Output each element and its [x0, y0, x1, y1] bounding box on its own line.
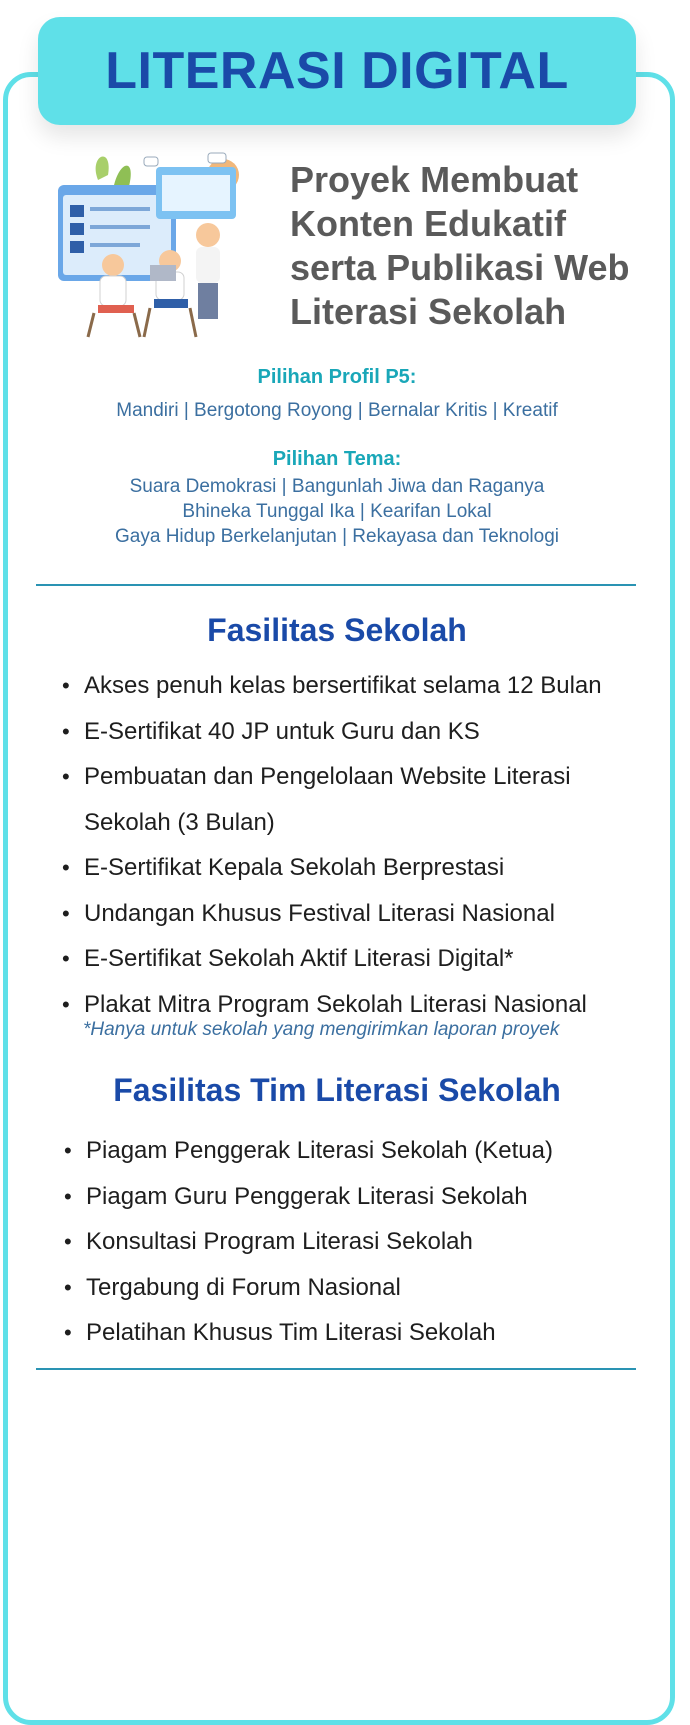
project-title [290, 158, 670, 334]
list-item [62, 891, 652, 937]
list-item [64, 1265, 654, 1311]
bullet-icon: • [62, 991, 70, 1017]
list-item [64, 1128, 654, 1174]
list-item-text: Plakat Mitra Program Sekolah Literasi Nasional [84, 990, 587, 1018]
list-item-text: E-Sertifikat 40 JP untuk Guru dan KS [84, 717, 480, 745]
section-divider [36, 584, 636, 586]
bullet-icon: • [62, 764, 70, 789]
list-item-text: E-Sertifikat Sekolah Aktif Literasi Digital* [84, 945, 514, 972]
list-item [62, 709, 652, 755]
bullet-icon: • [64, 1274, 72, 1300]
tema-section [38, 448, 636, 549]
list-item-text: Piagam Guru Penggerak Literasi Sekolah [86, 1182, 528, 1210]
bullet-icon: • [62, 673, 70, 698]
banner-title: LITERASI DIGITAL [105, 42, 569, 100]
bullet-icon: • [64, 1138, 72, 1163]
fasilitas-tim-title: Fasilitas Tim Literasi Sekolah [113, 1072, 561, 1108]
bullet-icon: • [62, 900, 70, 926]
bullet-icon: • [64, 1183, 72, 1209]
fasilitas-sekolah-title: Fasilitas Sekolah [207, 612, 467, 648]
tema-line: Suara Demokrasi | Bangunlah Jiwa dan Raganya [129, 476, 545, 497]
bullet-icon: • [62, 855, 70, 880]
list-item-text: E-Sertifikat Kepala Sekolah Berprestasi [84, 854, 505, 881]
section-divider [36, 1368, 636, 1370]
tema-label: Pilihan Tema: [272, 448, 402, 470]
list-item-text: Konsultasi Program Literasi Sekolah [86, 1228, 473, 1255]
project-title-line: Literasi Sekolah [290, 291, 567, 332]
footnote: *Hanya untuk sekolah yang mengirimkan laporan proyek [83, 1019, 560, 1040]
list-item [64, 1174, 654, 1220]
header-banner [38, 17, 636, 125]
profil-label: Pilihan Profil P5: [257, 366, 417, 388]
list-item-text: Undangan Khusus Festival Literasi Nasional [84, 899, 555, 927]
students-illustration [58, 145, 268, 340]
project-title-line: Konten Edukatif [290, 203, 566, 244]
list-item-text: Pelatihan Khusus Tim Literasi Sekolah [86, 1319, 496, 1346]
bullet-icon: • [62, 946, 70, 971]
tema-line: Gaya Hidup Berkelanjutan | Rekayasa dan Teknologi [115, 526, 559, 547]
fasilitas-sekolah-list [62, 663, 652, 1027]
fasilitas-tim-list [64, 1128, 654, 1356]
list-item [64, 1219, 654, 1265]
profil-values: Mandiri | Bergotong Royong | Bernalar Kritis | Kreatif [116, 400, 558, 421]
list-item-text: Tergabung di Forum Nasional [86, 1273, 401, 1301]
list-item [62, 936, 652, 982]
project-title-line: serta Publikasi Web [290, 247, 630, 288]
list-item-text: Piagam Penggerak Literasi Sekolah (Ketua) [86, 1137, 553, 1164]
bullet-icon: • [64, 1320, 72, 1345]
project-title-line: Proyek Membuat [290, 159, 579, 200]
list-item [62, 663, 652, 709]
list-item-text: Akses penuh kelas bersertifikat selama 12 Bulan [84, 672, 602, 699]
tema-line: Bhineka Tunggal Ika | Kearifan Lokal [182, 501, 492, 522]
bullet-icon: • [62, 718, 70, 744]
bullet-icon: • [64, 1229, 72, 1254]
list-item [62, 754, 652, 845]
list-item [64, 1310, 654, 1356]
list-item [62, 845, 652, 891]
profil-section [38, 366, 636, 423]
list-item-text: Pembuatan dan Pengelolaan Website Literasi Sekolah (3 Bulan) [84, 763, 571, 836]
